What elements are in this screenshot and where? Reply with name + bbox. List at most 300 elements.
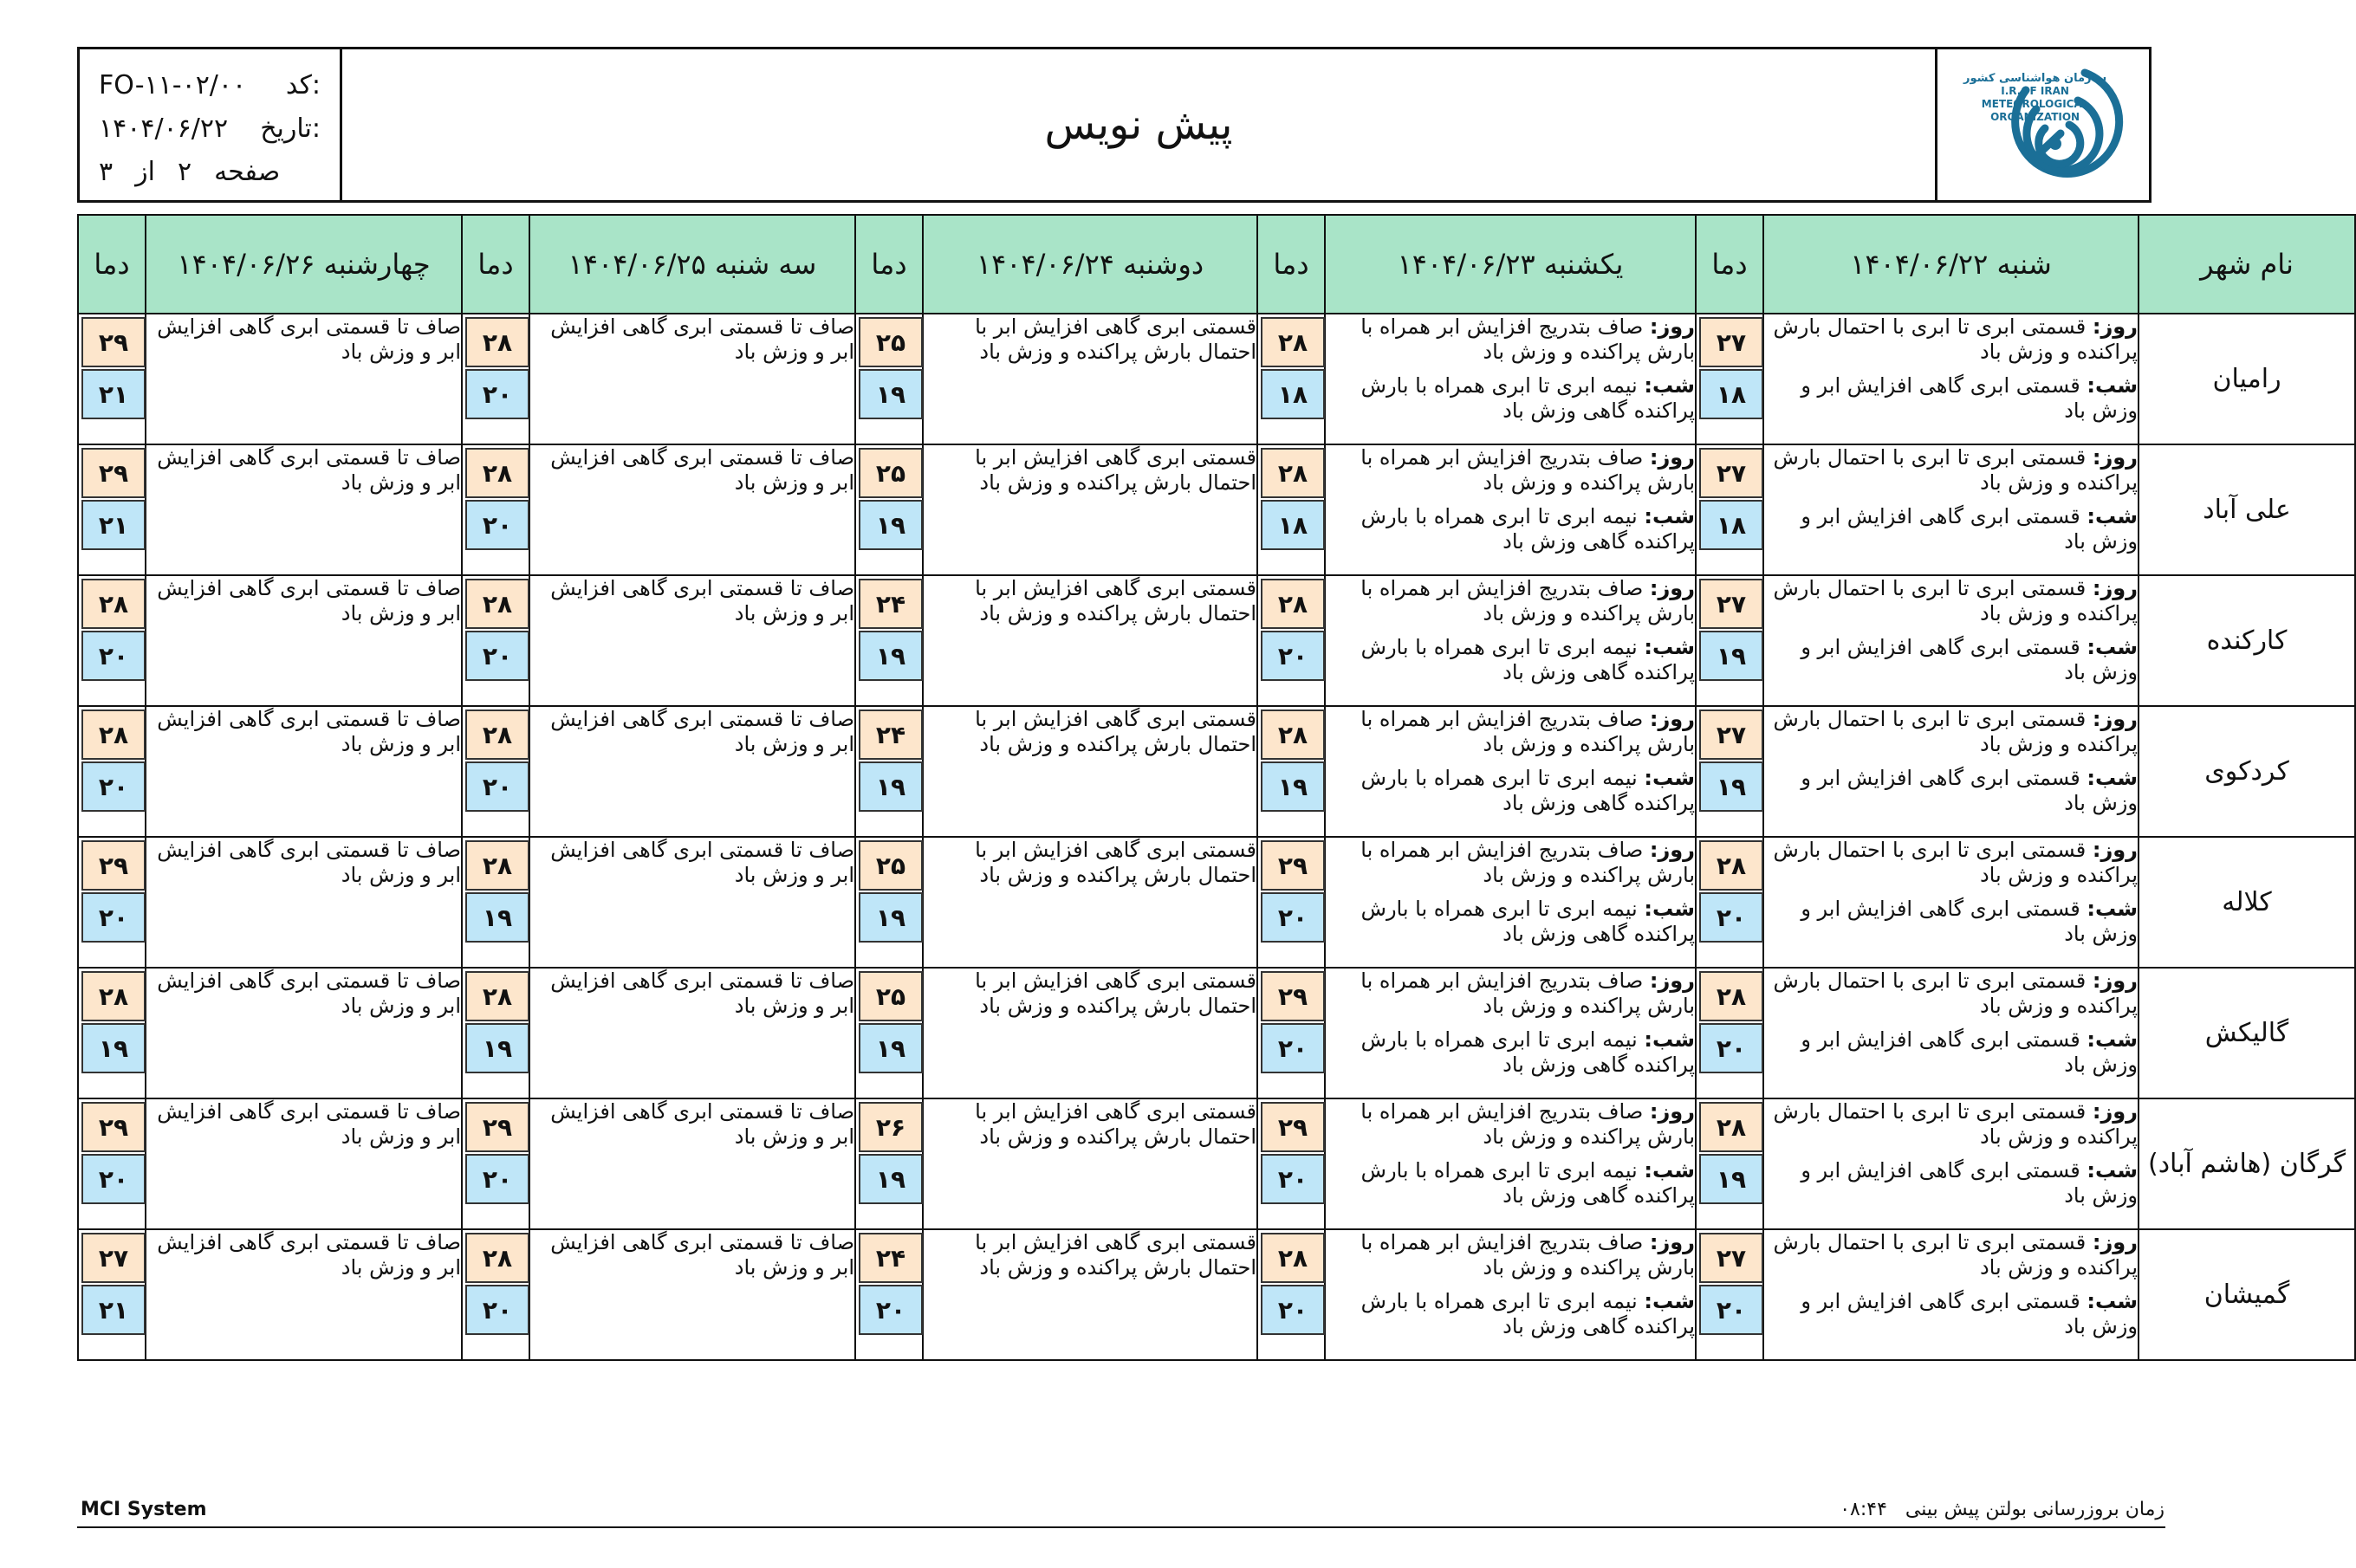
organization-logo [1935, 49, 2149, 200]
min-temp: ۲۱ [81, 1285, 146, 1335]
logo-persian: سازمان هواشناسی کشور [1963, 72, 2107, 85]
forecast-desc-day1 [1763, 968, 2139, 1098]
day-label: روز: [2092, 1230, 2138, 1254]
forecast-desc-day4: صاف تا قسمتی ابری گاهی افزایش ابر و وزش باد [529, 314, 855, 444]
night-text: قسمتی ابری گاهی افزایش ابر و وزش باد [1801, 635, 2138, 684]
page-total: ۳ [99, 156, 114, 187]
forecast-desc-day1 [1763, 1098, 2139, 1229]
forecast-desc-day1 [1763, 1229, 2139, 1360]
forecast-desc-day5: صاف تا قسمتی ابری گاهی افزایش ابر و وزش باد [146, 706, 462, 837]
temperature-cell-day5 [78, 1229, 146, 1360]
min-temp: ۲۰ [81, 892, 146, 943]
day-label: روز: [2092, 314, 2138, 339]
min-temp: ۲۰ [1261, 1023, 1325, 1073]
forecast-desc-day4: صاف تا قسمتی ابری گاهی افزایش ابر و وزش باد [529, 444, 855, 575]
max-temp: ۲۴ [859, 1233, 923, 1283]
page-number: ۲ [177, 156, 192, 187]
table-row [78, 968, 2355, 1098]
day-text: قسمتی ابری تا ابری با احتمال بارش پراکنده و وزش باد [1773, 314, 2138, 364]
forecast-desc-day5: صاف تا قسمتی ابری گاهی افزایش ابر و وزش باد [146, 1229, 462, 1360]
temperature-cell-day5 [78, 1098, 146, 1229]
max-temp: ۲۷ [1699, 317, 1763, 367]
max-temp: ۲۹ [81, 448, 146, 498]
night-label: شب: [2087, 766, 2138, 790]
forecast-desc-day1 [1763, 837, 2139, 968]
min-temp: ۱۹ [465, 1023, 529, 1073]
city-name: کلاله [2139, 837, 2355, 968]
temperature-cell-day2 [1257, 968, 1325, 1098]
temperature-cell-day2 [1257, 1229, 1325, 1360]
forecast-desc-day5: صاف تا قسمتی ابری گاهی افزایش ابر و وزش باد [146, 444, 462, 575]
forecast-desc-day1 [1763, 444, 2139, 575]
forecast-desc-day5: صاف تا قسمتی ابری گاهی افزایش ابر و وزش باد [146, 314, 462, 444]
temperature-cell-day4 [462, 837, 529, 968]
day-header-3: دوشنبه ۱۴۰۴/۰۶/۲۴ [923, 215, 1257, 314]
day-forecast [1326, 1099, 1695, 1150]
day-text: صاف بتدریج افزایش ابر همراه با بارش پراکنده و وزش باد [1360, 969, 1695, 1018]
day-label: روز: [2092, 707, 2138, 731]
min-temp: ۱۸ [1261, 369, 1325, 419]
min-temp: ۲۰ [81, 631, 146, 681]
night-forecast [1326, 504, 1695, 554]
day-label: روز: [1649, 314, 1695, 339]
night-label: شب: [2087, 897, 2138, 921]
max-temp: ۲۷ [1699, 448, 1763, 498]
day-forecast [1326, 445, 1695, 496]
document-title: پیش نویس [1044, 100, 1233, 149]
forecast-desc-day3: قسمتی ابری گاهی افزایش ابر با احتمال بارش پراکنده و وزش باد [923, 1229, 1257, 1360]
table-row [78, 575, 2355, 706]
min-temp: ۱۹ [1699, 1154, 1763, 1204]
max-temp: ۲۸ [465, 971, 529, 1021]
day-text: قسمتی ابری تا ابری با احتمال بارش پراکنده و وزش باد [1773, 445, 2138, 495]
max-temp: ۲۸ [465, 579, 529, 629]
temperature-cell-day1 [1696, 968, 1763, 1098]
max-temp: ۲۵ [859, 971, 923, 1021]
temperature-cell-day1 [1696, 575, 1763, 706]
min-temp: ۲۱ [81, 369, 146, 419]
night-label: شب: [1644, 1289, 1695, 1313]
day-forecast [1764, 1099, 2138, 1150]
forecast-desc-day3: قسمتی ابری گاهی افزایش ابر با احتمال بارش پراکنده و وزش باد [923, 1098, 1257, 1229]
max-temp: ۲۴ [859, 709, 923, 760]
min-temp: ۱۹ [859, 1154, 923, 1204]
night-label: شب: [1644, 897, 1695, 921]
day-header-2: یکشنبه ۱۴۰۴/۰۶/۲۳ [1325, 215, 1696, 314]
temp-header-4: دما [462, 215, 529, 314]
min-temp: ۱۹ [1261, 761, 1325, 812]
temperature-cell-day1 [1696, 706, 1763, 837]
day-text: صاف بتدریج افزایش ابر همراه با بارش پراکنده و وزش باد [1360, 1230, 1695, 1280]
city-name: گرگان (هاشم آباد) [2139, 1098, 2355, 1229]
min-temp: ۲۰ [465, 1285, 529, 1335]
temperature-cell-day4 [462, 1229, 529, 1360]
footer-system: MCI System [81, 1499, 207, 1520]
day-text: قسمتی ابری تا ابری با احتمال بارش پراکنده و وزش باد [1773, 1230, 2138, 1280]
city-name: گالیکش [2139, 968, 2355, 1098]
forecast-desc-day2 [1325, 837, 1696, 968]
update-label: زمان بروزرسانی بولتن پیش بینی [1905, 1499, 2165, 1520]
temperature-cell-day4 [462, 1098, 529, 1229]
night-forecast [1326, 766, 1695, 816]
forecast-desc-day2 [1325, 444, 1696, 575]
forecast-desc-day1 [1763, 314, 2139, 444]
night-text: قسمتی ابری گاهی افزایش ابر و وزش باد [1801, 1158, 2138, 1208]
day-forecast [1326, 1230, 1695, 1280]
night-forecast [1764, 504, 2138, 554]
date-label: تاریخ: [260, 113, 321, 144]
night-text: نیمه ابری تا ابری همراه با بارش پراکنده گاهی وزش باد [1360, 1289, 1695, 1338]
max-temp: ۲۵ [859, 317, 923, 367]
forecast-desc-day4: صاف تا قسمتی ابری گاهی افزایش ابر و وزش باد [529, 837, 855, 968]
forecast-desc-day5: صاف تا قسمتی ابری گاهی افزایش ابر و وزش باد [146, 1098, 462, 1229]
day-label: روز: [1649, 1099, 1695, 1124]
update-time: ۰۸:۴۴ [1840, 1499, 1887, 1520]
day-forecast [1326, 969, 1695, 1019]
min-temp: ۱۹ [859, 631, 923, 681]
document-meta [80, 49, 342, 200]
night-label: شب: [2087, 635, 2138, 659]
city-name: کارکنده [2139, 575, 2355, 706]
max-temp: ۲۴ [859, 579, 923, 629]
night-label: شب: [1644, 1158, 1695, 1182]
forecast-desc-day2 [1325, 575, 1696, 706]
temperature-cell-day4 [462, 968, 529, 1098]
temperature-cell-day1 [1696, 837, 1763, 968]
night-text: نیمه ابری تا ابری همراه با بارش پراکنده گاهی وزش باد [1360, 766, 1695, 815]
city-name: علی آباد [2139, 444, 2355, 575]
day-forecast [1764, 969, 2138, 1019]
min-temp: ۱۹ [859, 500, 923, 550]
night-text: نیمه ابری تا ابری همراه با بارش پراکنده گاهی وزش باد [1360, 897, 1695, 946]
day-text: قسمتی ابری تا ابری با احتمال بارش پراکنده و وزش باد [1773, 969, 2138, 1018]
forecast-desc-day4: صاف تا قسمتی ابری گاهی افزایش ابر و وزش باد [529, 968, 855, 1098]
max-temp: ۲۸ [465, 709, 529, 760]
forecast-desc-day5: صاف تا قسمتی ابری گاهی افزایش ابر و وزش باد [146, 837, 462, 968]
day-header-1: شنبه ۱۴۰۴/۰۶/۲۲ [1763, 215, 2139, 314]
day-forecast [1764, 707, 2138, 757]
max-temp: ۲۸ [81, 971, 146, 1021]
temperature-cell-day5 [78, 968, 146, 1098]
temperature-cell-day2 [1257, 1098, 1325, 1229]
night-label: شب: [1644, 635, 1695, 659]
min-temp: ۱۹ [465, 892, 529, 943]
forecast-desc-day4: صاف تا قسمتی ابری گاهی افزایش ابر و وزش باد [529, 706, 855, 837]
temperature-cell-day1 [1696, 444, 1763, 575]
forecast-table [77, 214, 2356, 1361]
temperature-cell-day4 [462, 444, 529, 575]
day-forecast [1326, 707, 1695, 757]
night-text: قسمتی ابری گاهی افزایش ابر و وزش باد [1801, 1289, 2138, 1338]
night-forecast [1764, 1027, 2138, 1078]
day-header-5: چهارشنبه ۱۴۰۴/۰۶/۲۶ [146, 215, 462, 314]
forecast-desc-day2 [1325, 706, 1696, 837]
max-temp: ۲۸ [465, 1233, 529, 1283]
max-temp: ۲۹ [465, 1102, 529, 1152]
temperature-cell-day2 [1257, 444, 1325, 575]
night-label: شب: [1644, 766, 1695, 790]
temperature-cell-day2 [1257, 575, 1325, 706]
min-temp: ۲۰ [859, 1285, 923, 1335]
day-forecast [1326, 314, 1695, 365]
day-text: صاف بتدریج افزایش ابر همراه با بارش پراکنده و وزش باد [1360, 707, 1695, 756]
night-text: نیمه ابری تا ابری همراه با بارش پراکنده گاهی وزش باد [1360, 635, 1695, 684]
night-label: شب: [2087, 1158, 2138, 1182]
temp-header-2: دما [1257, 215, 1325, 314]
temperature-cell-day5 [78, 575, 146, 706]
temperature-cell-day5 [78, 837, 146, 968]
forecast-desc-day2 [1325, 1229, 1696, 1360]
temperature-cell-day3 [855, 837, 923, 968]
night-forecast [1326, 1289, 1695, 1339]
min-temp: ۲۰ [1261, 1285, 1325, 1335]
page-label: صفحه [214, 156, 281, 187]
night-label: شب: [1644, 1027, 1695, 1052]
max-temp: ۲۸ [465, 448, 529, 498]
night-text: قسمتی ابری گاهی افزایش ابر و وزش باد [1801, 1027, 2138, 1077]
temperature-cell-day2 [1257, 706, 1325, 837]
min-temp: ۲۱ [81, 500, 146, 550]
day-label: روز: [1649, 445, 1695, 470]
max-temp: ۲۷ [81, 1233, 146, 1283]
min-temp: ۲۰ [1699, 892, 1763, 943]
day-forecast [1764, 314, 2138, 365]
night-label: شب: [2087, 1027, 2138, 1052]
max-temp: ۲۸ [1261, 448, 1325, 498]
max-temp: ۲۷ [1699, 1233, 1763, 1283]
night-forecast [1764, 897, 2138, 947]
max-temp: ۲۹ [1261, 1102, 1325, 1152]
day-header-4: سه شنبه ۱۴۰۴/۰۶/۲۵ [529, 215, 855, 314]
temperature-cell-day5 [78, 444, 146, 575]
max-temp: ۲۹ [81, 840, 146, 891]
day-text: قسمتی ابری تا ابری با احتمال بارش پراکنده و وزش باد [1773, 576, 2138, 625]
night-forecast [1764, 373, 2138, 424]
min-temp: ۲۰ [81, 761, 146, 812]
min-temp: ۱۹ [859, 761, 923, 812]
night-text: قسمتی ابری گاهی افزایش ابر و وزش باد [1801, 766, 2138, 815]
night-forecast [1764, 1158, 2138, 1208]
logo-en-line2: METEOROLOGICAL [1981, 98, 2089, 110]
min-temp: ۱۹ [859, 1023, 923, 1073]
max-temp: ۲۸ [1261, 579, 1325, 629]
max-temp: ۲۵ [859, 448, 923, 498]
table-header-row [78, 215, 2355, 314]
min-temp: ۲۰ [465, 631, 529, 681]
temperature-cell-day3 [855, 1229, 923, 1360]
max-temp: ۲۹ [1261, 971, 1325, 1021]
min-temp: ۲۰ [1261, 1154, 1325, 1204]
forecast-desc-day4: صاف تا قسمتی ابری گاهی افزایش ابر و وزش باد [529, 1229, 855, 1360]
min-temp: ۲۰ [1699, 1285, 1763, 1335]
forecast-desc-day3: قسمتی ابری گاهی افزایش ابر با احتمال بارش پراکنده و وزش باد [923, 314, 1257, 444]
day-text: صاف بتدریج افزایش ابر همراه با بارش پراکنده و وزش باد [1360, 1099, 1695, 1149]
day-forecast [1764, 445, 2138, 496]
max-temp: ۲۸ [81, 579, 146, 629]
min-temp: ۲۰ [465, 1154, 529, 1204]
logo-en-line1: I.R.OF IRAN [2001, 85, 2069, 97]
temperature-cell-day5 [78, 706, 146, 837]
night-forecast [1764, 635, 2138, 685]
day-text: قسمتی ابری تا ابری با احتمال بارش پراکنده و وزش باد [1773, 838, 2138, 887]
max-temp: ۲۶ [859, 1102, 923, 1152]
min-temp: ۱۹ [1699, 631, 1763, 681]
code-value: FO-۱۱-۰۲/۰۰ [99, 69, 247, 100]
max-temp: ۲۸ [465, 840, 529, 891]
temperature-cell-day3 [855, 314, 923, 444]
night-label: شب: [2087, 1289, 2138, 1313]
logo-en-line3: ORGANIZATION [1990, 111, 2080, 123]
day-text: صاف بتدریج افزایش ابر همراه با بارش پراکنده و وزش باد [1360, 445, 1695, 495]
footer-divider [77, 1526, 2165, 1528]
city-name: گمیشان [2139, 1229, 2355, 1360]
night-label: شب: [2087, 504, 2138, 528]
forecast-desc-day2 [1325, 314, 1696, 444]
day-text: صاف بتدریج افزایش ابر همراه با بارش پراکنده و وزش باد [1360, 576, 1695, 625]
min-temp: ۱۸ [1699, 369, 1763, 419]
day-label: روز: [2092, 969, 2138, 993]
forecast-desc-day2 [1325, 1098, 1696, 1229]
temperature-cell-day1 [1696, 1098, 1763, 1229]
night-text: نیمه ابری تا ابری همراه با بارش پراکنده گاهی وزش باد [1360, 504, 1695, 554]
night-forecast [1764, 1289, 2138, 1339]
table-row [78, 706, 2355, 837]
temperature-cell-day3 [855, 968, 923, 1098]
max-temp: ۲۸ [465, 317, 529, 367]
forecast-desc-day1 [1763, 706, 2139, 837]
min-temp: ۱۸ [1261, 500, 1325, 550]
temperature-cell-day3 [855, 444, 923, 575]
city-column-header: نام شهر [2139, 215, 2355, 314]
table-row [78, 1098, 2355, 1229]
table-row [78, 314, 2355, 444]
forecast-desc-day4: صاف تا قسمتی ابری گاهی افزایش ابر و وزش باد [529, 575, 855, 706]
night-label: شب: [2087, 373, 2138, 398]
temperature-cell-day4 [462, 575, 529, 706]
max-temp: ۲۷ [1699, 579, 1763, 629]
temperature-cell-day1 [1696, 1229, 1763, 1360]
forecast-desc-day4: صاف تا قسمتی ابری گاهی افزایش ابر و وزش باد [529, 1098, 855, 1229]
min-temp: ۱۹ [859, 369, 923, 419]
day-label: روز: [1649, 1230, 1695, 1254]
temperature-cell-day4 [462, 706, 529, 837]
temp-header-1: دما [1696, 215, 1763, 314]
day-forecast [1764, 838, 2138, 888]
date-value: ۱۴۰۴/۰۶/۲۲ [99, 113, 229, 144]
city-name: رامیان [2139, 314, 2355, 444]
forecast-body [78, 314, 2355, 1360]
day-text: صاف بتدریج افزایش ابر همراه با بارش پراکنده و وزش باد [1360, 314, 1695, 364]
night-text: قسمتی ابری گاهی افزایش ابر و وزش باد [1801, 897, 2138, 946]
max-temp: ۲۸ [1699, 971, 1763, 1021]
logo-text [1963, 72, 2106, 124]
max-temp: ۲۹ [1261, 840, 1325, 891]
forecast-desc-day3: قسمتی ابری گاهی افزایش ابر با احتمال بارش پراکنده و وزش باد [923, 968, 1257, 1098]
day-label: روز: [1649, 838, 1695, 862]
min-temp: ۱۸ [1699, 500, 1763, 550]
day-forecast [1326, 576, 1695, 626]
max-temp: ۲۸ [1699, 840, 1763, 891]
night-text: نیمه ابری تا ابری همراه با بارش پراکنده گاهی وزش باد [1360, 1158, 1695, 1208]
temperature-cell-day3 [855, 1098, 923, 1229]
max-temp: ۲۸ [81, 709, 146, 760]
min-temp: ۲۰ [465, 369, 529, 419]
day-label: روز: [1649, 707, 1695, 731]
forecast-desc-day5: صاف تا قسمتی ابری گاهی افزایش ابر و وزش باد [146, 575, 462, 706]
max-temp: ۲۸ [1261, 317, 1325, 367]
night-forecast [1764, 766, 2138, 816]
max-temp: ۲۹ [81, 317, 146, 367]
night-forecast [1326, 897, 1695, 947]
day-forecast [1764, 576, 2138, 626]
table-row [78, 1229, 2355, 1360]
min-temp: ۲۰ [1261, 892, 1325, 943]
min-temp: ۲۰ [1699, 1023, 1763, 1073]
day-label: روز: [2092, 1099, 2138, 1124]
temp-header-5: دما [78, 215, 146, 314]
table-row [78, 837, 2355, 968]
page-of: از [135, 156, 155, 187]
max-temp: ۲۷ [1699, 709, 1763, 760]
day-text: قسمتی ابری تا ابری با احتمال بارش پراکنده و وزش باد [1773, 707, 2138, 756]
max-temp: ۲۸ [1699, 1102, 1763, 1152]
min-temp: ۲۰ [1261, 631, 1325, 681]
temperature-cell-day1 [1696, 314, 1763, 444]
day-forecast [1764, 1230, 2138, 1280]
forecast-desc-day3: قسمتی ابری گاهی افزایش ابر با احتمال بارش پراکنده و وزش باد [923, 706, 1257, 837]
min-temp: ۱۹ [859, 892, 923, 943]
night-forecast [1326, 373, 1695, 424]
document-header [77, 47, 2152, 203]
temperature-cell-day5 [78, 314, 146, 444]
code-label: کد: [285, 69, 321, 100]
temperature-cell-day3 [855, 575, 923, 706]
max-temp: ۲۸ [1261, 709, 1325, 760]
day-label: روز: [1649, 969, 1695, 993]
night-text: نیمه ابری تا ابری همراه با بارش پراکنده گاهی وزش باد [1360, 1027, 1695, 1077]
forecast-desc-day3: قسمتی ابری گاهی افزایش ابر با احتمال بارش پراکنده و وزش باد [923, 837, 1257, 968]
min-temp: ۲۰ [465, 761, 529, 812]
temp-header-3: دما [855, 215, 923, 314]
max-temp: ۲۸ [1261, 1233, 1325, 1283]
night-forecast [1326, 1027, 1695, 1078]
forecast-desc-day1 [1763, 575, 2139, 706]
forecast-desc-day2 [1325, 968, 1696, 1098]
min-temp: ۲۰ [81, 1154, 146, 1204]
max-temp: ۲۹ [81, 1102, 146, 1152]
night-text: قسمتی ابری گاهی افزایش ابر و وزش باد [1801, 504, 2138, 554]
night-forecast [1326, 635, 1695, 685]
city-name: کردکوی [2139, 706, 2355, 837]
day-text: صاف بتدریج افزایش ابر همراه با بارش پراکنده و وزش باد [1360, 838, 1695, 887]
max-temp: ۲۵ [859, 840, 923, 891]
min-temp: ۲۰ [465, 500, 529, 550]
day-label: روز: [2092, 445, 2138, 470]
temperature-cell-day4 [462, 314, 529, 444]
temperature-cell-day2 [1257, 837, 1325, 968]
day-label: روز: [2092, 838, 2138, 862]
night-label: شب: [1644, 373, 1695, 398]
day-forecast [1326, 838, 1695, 888]
night-forecast [1326, 1158, 1695, 1208]
night-text: قسمتی ابری گاهی افزایش ابر و وزش باد [1801, 373, 2138, 423]
day-label: روز: [2092, 576, 2138, 600]
night-label: شب: [1644, 504, 1695, 528]
forecast-desc-day3: قسمتی ابری گاهی افزایش ابر با احتمال بارش پراکنده و وزش باد [923, 444, 1257, 575]
day-label: روز: [1649, 576, 1695, 600]
day-text: قسمتی ابری تا ابری با احتمال بارش پراکنده و وزش باد [1773, 1099, 2138, 1149]
night-text: نیمه ابری تا ابری همراه با بارش پراکنده گاهی وزش باد [1360, 373, 1695, 423]
